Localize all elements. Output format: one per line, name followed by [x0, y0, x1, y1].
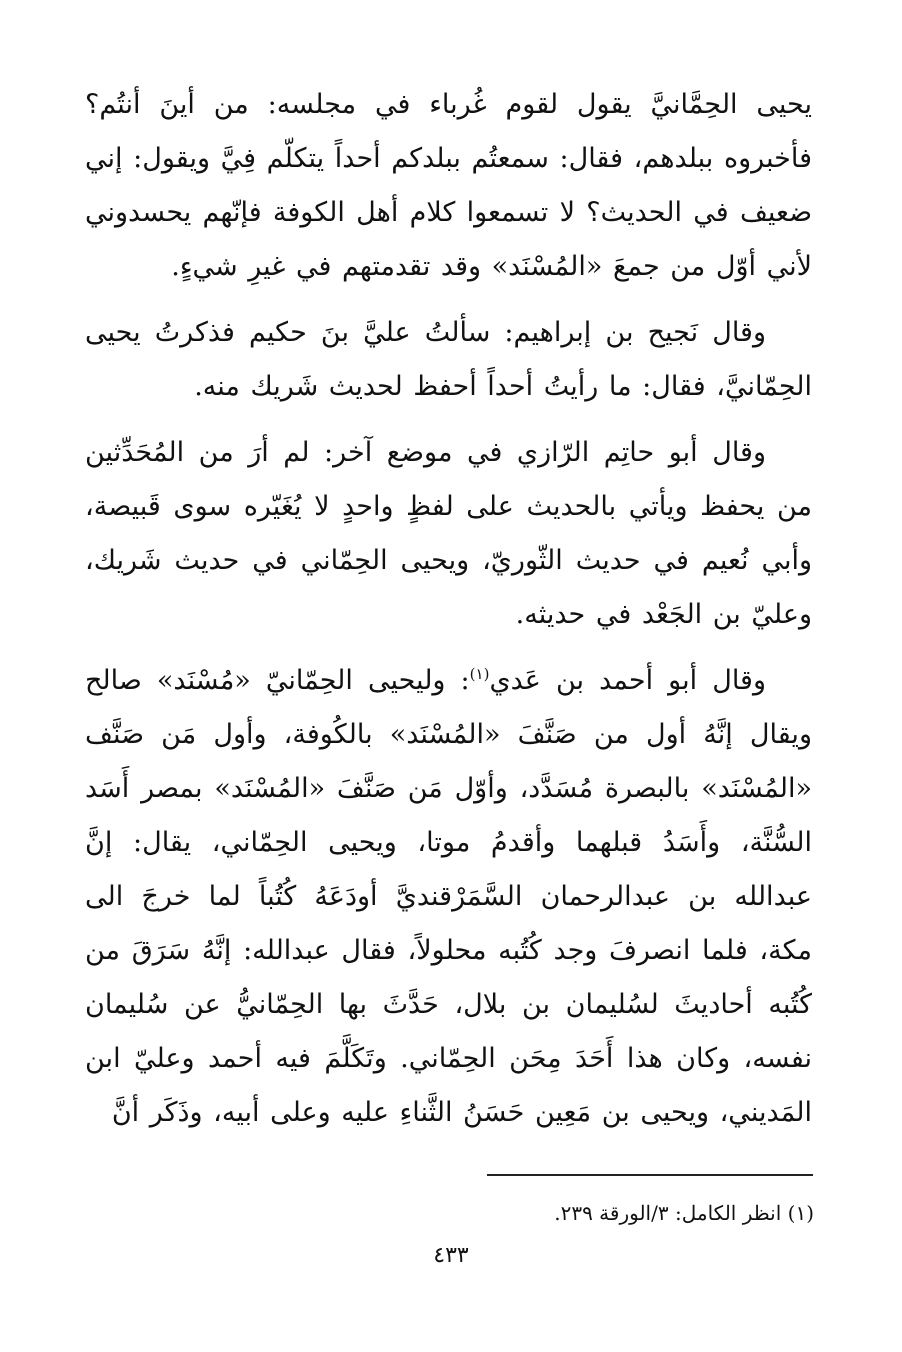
paragraph-4-rest: : وليحيى الحِمّانيّ «مُسْنَد» صالح ويقال إنَّهُ أول من صَنَّفَ «المُسْنَد» بالكُوفة، وأول مَن صَنَّف «المُسْنَد» بالبصرة مُسَدَّد، وأوّل مَن صَنَّفَ «المُسْنَد» بمصر أَسَد السُّنَّة، وأَسَدُ قبلهما وأقدمُ موتا، ويحيى الحِمّاني، يقال: إنَّ عبدالله بن عبدالرحمان السَّمَرْقنديَّ أودَعَهُ كُتُباً لما خرجَ الى مكة، فلما انصرفَ وجد كُتُبه محلولاً، فقال عبدالله: إنَّهُ سَرَقَ من كُتُبه أحاديثَ لسُليمان بن بلال، حَدَّثَ بها الحِمّانيُّ عن سُليمان نفسه، وكان هذا أَحَدَ مِحَن الحِمّاني. وتَكَلَّمَ فيه أحمد وعليّ ابن المَديني، ويحيى بن مَعِين حَسَنُ الثَّناءِ عليه وعلى أبيه، وذَكَر أنَّ — [85, 665, 812, 1128]
paragraph-4-start: وقال أبو أحمد بن عَدي — [489, 665, 766, 696]
page-number: ٤٣٣ — [433, 1243, 469, 1268]
footnote: (١) انظر الكامل: ٣/الورقة ٢٣٩. — [554, 1201, 814, 1225]
paragraph-3: وقال أبو حاتِم الرّازي في موضع آخر: لم أرَ من المُحَدِّثين من يحفظ ويأتي بالحديث على لفظٍ واحدٍ لا يُغَيّره سوى قَبيصة، وأبي نُعيم في حديث الثّوريّ، ويحيى الحِمّاني في حديث شَريك، وعليّ بن الجَعْد في حديثه. — [85, 437, 812, 630]
paragraph-1: يحيى الحِمَّانيَّ يقول لقوم غُرباء في مجلسه: من أينَ أنتُم؟ فأخبروه ببلدهم، فقال: سمعتُم ببلدكم أحداً يتكلّم فِيَّ ويقول: إني ضعيف في الحديث؟ لا تسمعوا كلام أهل الكوفة فإنّهم يحسدوني لأني أوّل من جمعَ «المُسْنَد» وقد تقدمتهم في غيرِ شيءٍ. — [85, 89, 812, 282]
footnote-reference: (١) — [469, 665, 490, 683]
footnote-separator — [487, 1174, 813, 1176]
paragraph-2: وقال نَجيح بن إبراهيم: سألتُ عليَّ بنَ حكيم فذكرتُ يحيى الحِمّانيَّ، فقال: ما رأيتُ أحداً أحفظ لحديث شَريك منه. — [85, 317, 812, 402]
paragraph-4 — [85, 654, 812, 1140]
main-text — [85, 78, 812, 1140]
